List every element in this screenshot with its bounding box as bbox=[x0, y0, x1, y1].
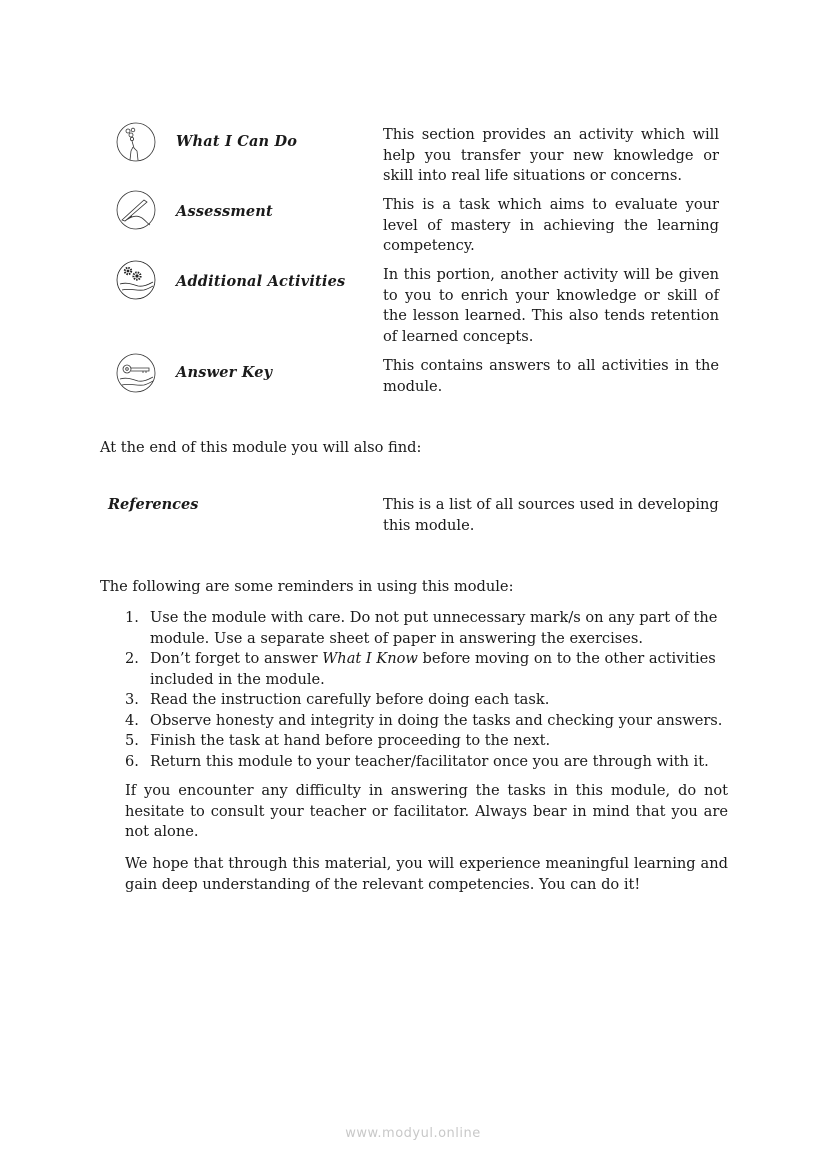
list-item: 3. Read the instruction carefully before doing each task. bbox=[125, 691, 550, 708]
key-on-hand-icon bbox=[116, 353, 156, 393]
closing-paragraph: We hope that through this material, you will experience meaningful learning and gain deep understanding of the relevant competencies. You can do it! bbox=[125, 855, 728, 893]
reminders-intro-text: The following are some reminders in using this module: bbox=[100, 578, 514, 595]
list-item: 4. Observe honesty and integrity in doing the tasks and checking your answers. bbox=[125, 711, 723, 729]
list-item: 1. Use the module with care. Do not put unnecessary mark/s on any part of the module. Use a separate sheet of paper in answering the exercises. bbox=[125, 609, 718, 647]
section-term: Assessment bbox=[176, 203, 273, 220]
list-item: 6. Return this module to your teacher/facilitator once you are through with it. bbox=[125, 752, 709, 770]
references-term: References bbox=[108, 496, 199, 513]
section-description: This contains answers to all activities in the module. bbox=[383, 357, 719, 395]
section-description: This is a task which aims to evaluate your level of mastery in achieving the learning competency. bbox=[383, 196, 719, 254]
section-term: What I Can Do bbox=[176, 133, 298, 150]
section-description: In this portion, another activity will be given to you to enrich your knowledge or skill of the lesson learned. This also tends retention of learned concepts. bbox=[383, 266, 719, 345]
section-term: Answer Key bbox=[176, 364, 273, 381]
section-term: Additional Activities bbox=[176, 273, 346, 290]
watermark: www.modyul.online bbox=[345, 1126, 481, 1141]
reminders-list bbox=[125, 608, 730, 772]
hand-with-flowers-icon bbox=[116, 122, 156, 162]
gears-on-hand-icon bbox=[116, 260, 156, 300]
end-intro-text: At the end of this module you will also find: bbox=[100, 439, 422, 456]
hand-writing-pen-icon bbox=[116, 190, 156, 230]
list-item: 5. Finish the task at hand before proceeding to the next. bbox=[125, 732, 551, 749]
closing-paragraph: If you encounter any difficulty in answering the tasks in this module, do not hesitate to consult your teacher or facilitator. Always bear in mind that you are not alone. bbox=[125, 782, 728, 840]
references-description: This is a list of all sources used in developing this module. bbox=[383, 496, 719, 534]
list-item: 2. Don’t forget to answer What I Know before moving on to the other activities included in the module. bbox=[125, 650, 716, 688]
section-description: This section provides an activity which will help you transfer your new knowledge or skill into real life situations or concerns. bbox=[383, 126, 719, 184]
what-i-know-emphasis: What I Know bbox=[322, 650, 418, 667]
